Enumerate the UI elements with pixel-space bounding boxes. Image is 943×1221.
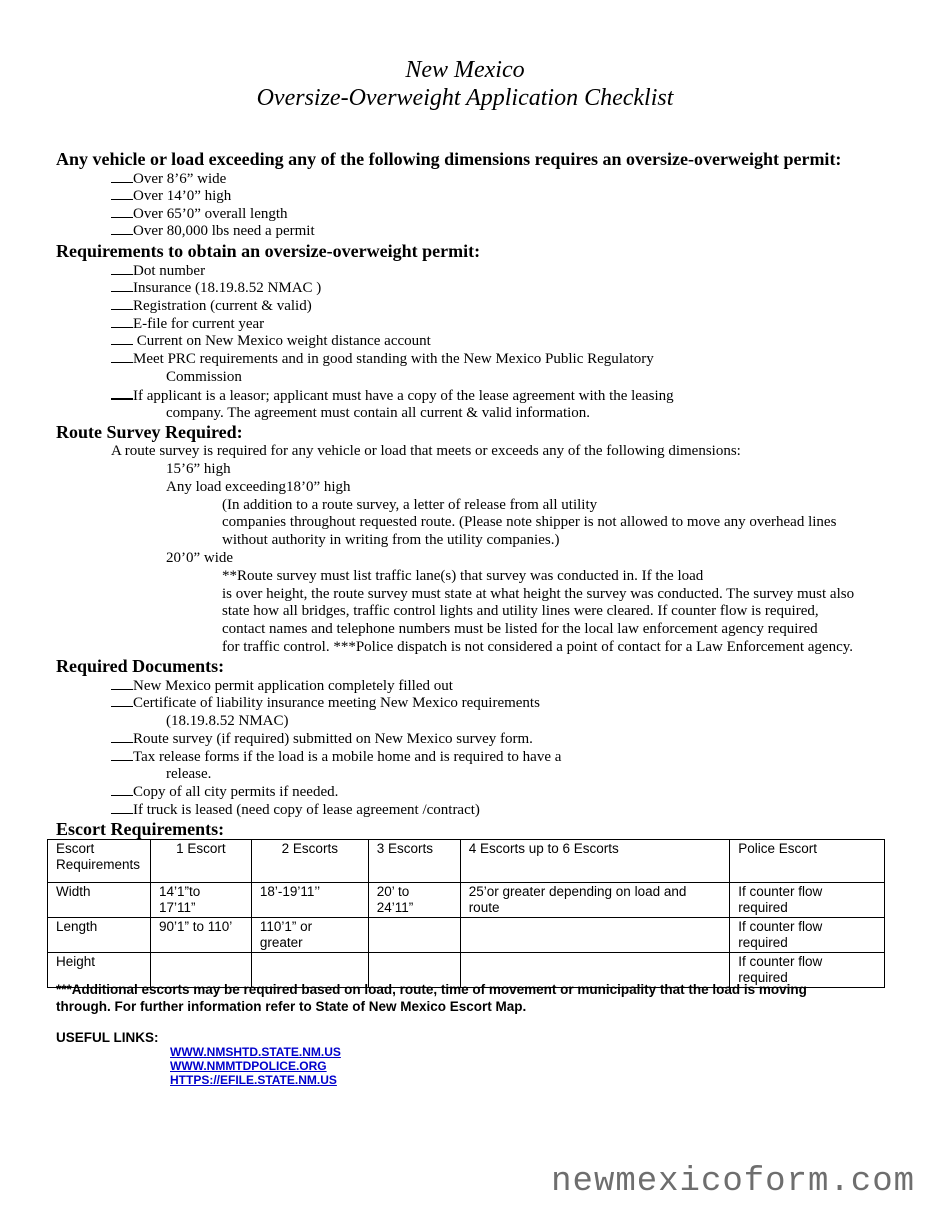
table-row <box>48 883 885 918</box>
route-note-line: (In addition to a route survey, a letter of release from all utility <box>222 497 598 513</box>
checklist-item: If truck is leased (need copy of lease agreement /contract) <box>111 801 480 819</box>
route-note-line: companies throughout requested route. (Please note shipper is not allowed to move any overhead lines <box>222 514 837 530</box>
checklist-item: Over 65’0” overall length <box>111 205 288 223</box>
table-cell: 18’-19’11’’ <box>251 883 368 918</box>
link-efile[interactable]: HTTPS://EFILE.STATE.NM.US <box>170 1073 337 1087</box>
checklist-item: Meet PRC requirements and in good standing with the New Mexico Public Regulatory <box>111 350 654 368</box>
checklist-item: Current on New Mexico weight distance account <box>111 332 431 350</box>
checkbox-blank[interactable] <box>111 730 133 743</box>
checklist-item-continuation: release. <box>166 766 212 782</box>
table-cell: 110’1” or greater <box>251 918 368 953</box>
checkbox-blank[interactable] <box>111 187 133 200</box>
checklist-item: Route survey (if required) submitted on New Mexico survey form. <box>111 730 533 748</box>
route-note-line: for traffic control. ***Police dispatch is not considered a point of contact for a Law Enforcement agency. <box>222 639 854 655</box>
escort-requirements-table <box>47 839 885 988</box>
useful-links-heading: USEFUL LINKS: <box>56 1030 159 1045</box>
table-cell: 20’ to 24’11” <box>368 883 460 918</box>
table-cell: 25’or greater depending on load and route <box>460 883 730 918</box>
table-cell: Height <box>48 953 151 988</box>
checkbox-blank[interactable] <box>111 205 133 218</box>
table-cell: If counter flow required <box>730 918 885 953</box>
checklist-item-continuation: (18.19.8.52 NMAC) <box>166 713 289 729</box>
route-dimension: 15’6” high <box>166 461 231 477</box>
table-header-cell: 2 Escorts <box>251 840 368 883</box>
table-cell: Length <box>48 918 151 953</box>
checklist-item: New Mexico permit application completely filled out <box>111 677 453 695</box>
table-cell: If counter flow required <box>730 883 885 918</box>
escort-note: ***Additional escorts may be required based on load, route, time of movement or municipality that the load is moving through. For further information refer to State of New Mexico Escort Map. <box>56 982 807 1014</box>
table-cell: 14’1”to 17’11” <box>150 883 251 918</box>
route-dimension: Any load exceeding18’0” high <box>166 479 351 495</box>
table-header-cell: 4 Escorts up to 6 Escorts <box>460 840 730 883</box>
checklist-item: Certificate of liability insurance meeting New Mexico requirements <box>111 694 540 712</box>
checklist-item: Insurance (18.19.8.52 NMAC ) <box>111 279 321 297</box>
route-note-line: without authority in writing from the utility companies.) <box>222 532 560 548</box>
checkbox-blank[interactable] <box>111 222 133 235</box>
section-heading-escort: Escort Requirements: <box>56 819 225 839</box>
route-note-line: state how all bridges, traffic control lights and utility lines were cleared. If counter flow is required, <box>222 603 819 619</box>
table-cell: 90’1” to 110’ <box>150 918 251 953</box>
checkbox-blank[interactable] <box>111 350 133 363</box>
table-header-cell: 3 Escorts <box>368 840 460 883</box>
section-heading-dimensions: Any vehicle or load exceeding any of the following dimensions requires an oversize-overweight permit: <box>56 149 842 169</box>
checkbox-blank[interactable] <box>111 170 133 183</box>
checkbox-blank[interactable] <box>111 801 133 814</box>
checkbox-blank[interactable] <box>111 332 133 345</box>
table-header-row <box>48 840 885 883</box>
document-title-line2: Oversize-Overweight Application Checklist <box>256 85 674 111</box>
checkbox-blank[interactable] <box>111 677 133 690</box>
section-heading-documents: Required Documents: <box>56 656 225 676</box>
checkbox-blank[interactable] <box>111 694 133 707</box>
checkbox-blank[interactable] <box>111 297 133 310</box>
table-header-cell: Escort Requirements <box>48 840 151 883</box>
table-cell <box>460 918 730 953</box>
checkbox-blank[interactable] <box>111 386 133 400</box>
checklist-item: If applicant is a leasor; applicant must have a copy of the lease agreement with the leasing <box>111 386 674 405</box>
link-nmshtd[interactable]: WWW.NMSHTD.STATE.NM.US <box>170 1045 341 1059</box>
checklist-item: E-file for current year <box>111 315 264 333</box>
checklist-item: Copy of all city permits if needed. <box>111 783 338 801</box>
section-heading-requirements: Requirements to obtain an oversize-overweight permit: <box>56 241 481 261</box>
section-heading-route-survey: Route Survey Required: <box>56 422 243 442</box>
checkbox-blank[interactable] <box>111 783 133 796</box>
link-nmmtdpolice[interactable]: WWW.NMMTDPOLICE.ORG <box>170 1059 327 1073</box>
table-header-cell: 1 Escort <box>150 840 251 883</box>
table-cell: If counter flow required <box>730 953 885 988</box>
route-note-line: is over height, the route survey must state at what height the survey was conducted. The survey must also <box>222 586 855 602</box>
watermark: newmexicoform.com <box>551 1163 915 1201</box>
checklist-item-continuation: Commission <box>166 369 242 385</box>
checkbox-blank[interactable] <box>111 262 133 275</box>
checkbox-blank[interactable] <box>111 748 133 761</box>
checkbox-blank[interactable] <box>111 315 133 328</box>
route-survey-intro: A route survey is required for any vehicle or load that meets or exceeds any of the following dimensions: <box>111 443 741 459</box>
checklist-item: Over 80,000 lbs need a permit <box>111 222 315 240</box>
checkbox-blank[interactable] <box>111 279 133 292</box>
route-note-line: contact names and telephone numbers must be listed for the local law enforcement agency required <box>222 621 818 637</box>
table-cell: Width <box>48 883 151 918</box>
table-cell <box>368 918 460 953</box>
checklist-item: Over 14’0” high <box>111 187 231 205</box>
table-header-cell: Police Escort <box>730 840 885 883</box>
route-note-line: **Route survey must list traffic lane(s) that survey was conducted in. If the load <box>222 568 704 584</box>
document-title-line1: New Mexico <box>405 57 525 83</box>
checklist-item: Over 8’6” wide <box>111 170 226 188</box>
checklist-item: Tax release forms if the load is a mobile home and is required to have a <box>111 748 561 766</box>
checklist-item: Registration (current & valid) <box>111 297 312 315</box>
checklist-item-continuation: company. The agreement must contain all current & valid information. <box>166 405 591 421</box>
checklist-item: Dot number <box>111 262 205 280</box>
table-row <box>48 918 885 953</box>
route-dimension: 20’0” wide <box>166 550 234 566</box>
